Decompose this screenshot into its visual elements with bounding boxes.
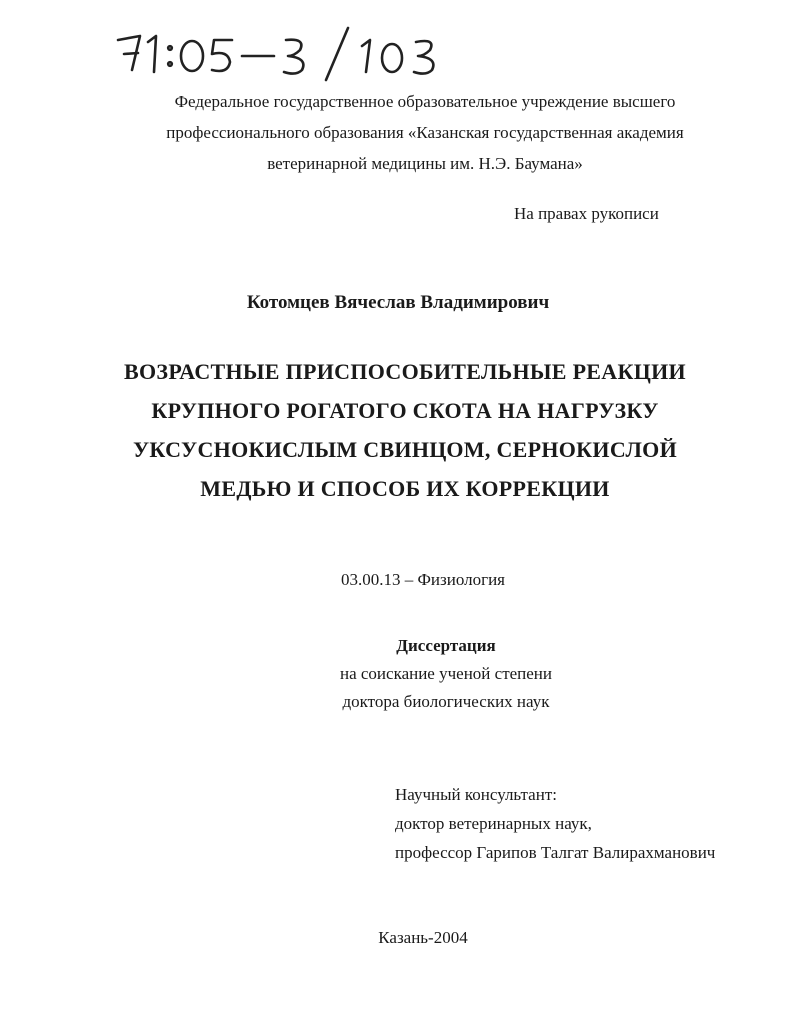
institution-line-2: профессионального образования «Казанская государственная академия xyxy=(166,123,684,142)
dissertation-heading: Диссертация xyxy=(396,636,496,655)
consultant-block xyxy=(395,780,715,867)
title-line-1: ВОЗРАСТНЫЕ ПРИСПОСОБИТЕЛЬНЫЕ РЕАКЦИИ xyxy=(124,359,686,384)
specialty-code: 03.00.13 – Физиология xyxy=(341,570,505,589)
dissertation-block xyxy=(0,632,796,716)
dissertation-line-1: на соискание ученой степени xyxy=(339,664,553,683)
author-name: Котомцев Вячеслав Владимирович xyxy=(246,292,550,313)
institution-line-1: Федеральное государственное образовательное учреждение высшего xyxy=(174,92,676,111)
consultant-degree: доктор ветеринарных наук, xyxy=(395,814,592,833)
city-year: Казань-2004 xyxy=(378,928,468,947)
title-line-4: МЕДЬЮ И СПОСОБ ИХ КОРРЕКЦИИ xyxy=(200,476,610,501)
institution-name xyxy=(100,86,750,179)
dissertation-line-2: доктора биологических наук xyxy=(342,692,550,711)
title-line-2: КРУПНОГО РОГАТОГО СКОТА НА НАГРУЗКУ xyxy=(151,398,659,423)
consultant-label: Научный консультант: xyxy=(395,785,557,804)
institution-line-3: ветеринарной медицины им. Н.Э. Баумана» xyxy=(267,154,583,173)
title-line-3: УКСУСНОКИСЛЫМ СВИНЦОМ, СЕРНОКИСЛОЙ xyxy=(132,437,677,462)
rights-note: На правах рукописи xyxy=(514,204,659,223)
dissertation-title xyxy=(60,352,750,508)
consultant-name: профессор Гарипов Талгат Валирахманович xyxy=(395,843,716,862)
handwritten-code xyxy=(110,18,470,88)
handwritten-code-drawing xyxy=(110,18,470,88)
